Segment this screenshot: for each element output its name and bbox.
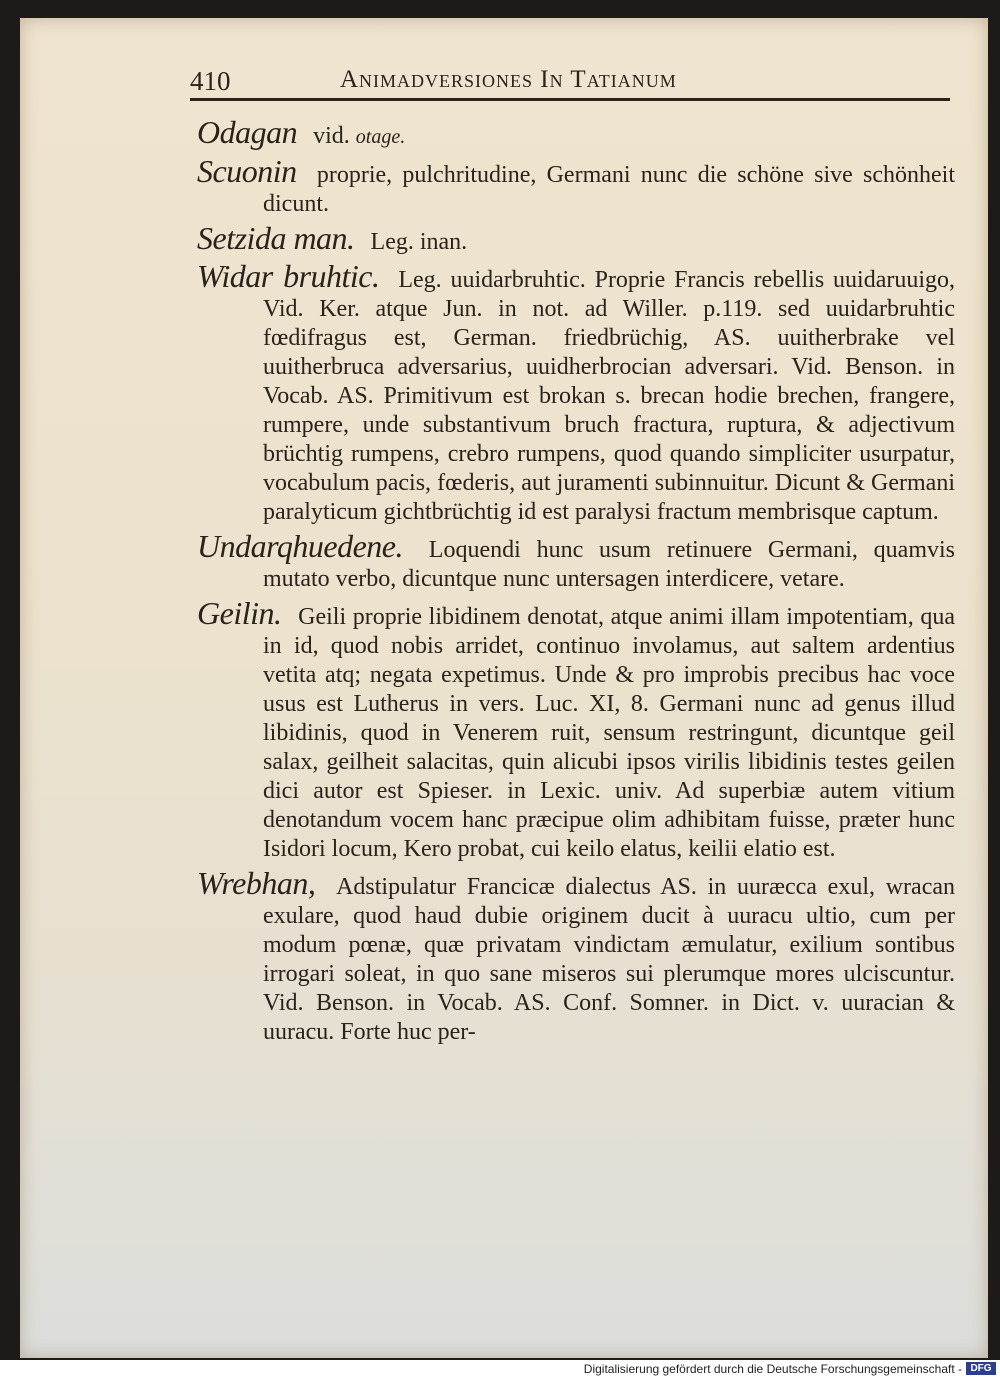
headword: Geilin. bbox=[197, 595, 282, 631]
entry-geilin bbox=[197, 595, 956, 864]
footer-bar bbox=[0, 1360, 1000, 1379]
entry-odagan bbox=[197, 114, 955, 152]
entry-text: vid. bbox=[313, 123, 356, 149]
entry-widar-bruhtic bbox=[197, 258, 955, 527]
headword: Scuonin bbox=[197, 153, 297, 189]
entry-italic: otage. bbox=[355, 126, 406, 148]
headword: Setzida man. bbox=[197, 220, 355, 256]
entry-scuonin bbox=[197, 153, 956, 219]
header-rule bbox=[190, 98, 950, 101]
entry-text: proprie, pulchritudine, Germani nunc die schöne sive schönheit dicunt. bbox=[263, 162, 956, 217]
running-title: Animadversiones In Tatianum bbox=[340, 66, 677, 93]
headword: Widar bruhtic. bbox=[197, 258, 380, 294]
headword: Wrebhan, bbox=[197, 865, 316, 901]
entry-text: Leg. uuidarbruhtic. Proprie Francis rebellis uuidaruuigo, Vid. Ker. atque Jun. in not. ad Willer. p.119. sed uuidarbruhtic fœdifragus est, German. friedbrüchig, AS. uuitherbrake vel uuitherbruca adversarius, uuidherbrocian adversari. Vid. Benson. in Vocab. AS. Primitivum est brokan s. brecan hodie brechen, frangere, rumpere, unde substantivum bruch fractura, ruptura, & adjectivum brüchtig rumpens, crebro rumpens, quod quando simpliciter usurpatur, vocabulum pacis, fœderis, aut juramenti subinnuitur. Dicunt & Germani paralyticum gichtbrüchtig id est paralysi fractum membrisque captum. bbox=[263, 267, 955, 525]
entry-wrebhan bbox=[197, 865, 956, 1047]
headword: Odagan bbox=[197, 114, 298, 150]
headword: Undarqhuedene. bbox=[197, 528, 403, 564]
entry-text: Loquendi hunc usum retinuere Germani, quamvis mutato verbo, dicuntque nunc untersagen interdicere, vetare. bbox=[263, 537, 956, 592]
running-head bbox=[190, 58, 950, 98]
page-number: 410 bbox=[190, 66, 231, 96]
entry-setzida-man bbox=[197, 220, 955, 257]
dfg-logo-icon: DFG bbox=[966, 1362, 996, 1375]
funding-credit: Digitalisierung gefördert durch die Deutsche Forschungsgemeinschaft - bbox=[583, 1362, 962, 1376]
entry-text: Adstipulatur Francicæ dialectus AS. in uuræcca exul, wracan exulare, quod haud dubie originem ducit à uuracu ultio, cum per modum pœnæ, quæ privatam vindictam æmulatur, exilium sontibus irrogari soleat, in quo sane miseros sui plerumque mores ulciscuntur. Vid. Benson. in Vocab. AS. Conf. Somner. in Dict. v. uuracian & uuracu. Forte huc per- bbox=[263, 874, 956, 1045]
glossary-body bbox=[197, 114, 956, 1052]
entry-text: Leg. inan. bbox=[370, 229, 468, 255]
entry-undarqhuedene bbox=[197, 528, 956, 594]
entry-text: Geili proprie libidinem denotat, atque animi illam impotentiam, qua in id, quod nobis arridet, continuo involamus, aut saltem ardentius vetita atq; negata expetimus. Unde & pro improbis precibus hac voce usus est Lutherus in vers. Luc. XI, 8. Germani nunc ad genus illud libidinis, quod in Venerem ruit, sensum restringunt, dicuntque geil salax, geilheit salacitas, quin alicubi ipsos virilis libidinis testes geilen dici autor est Spieser. in Lexic. univ. Ad superbiæ autem vitium denotandum vocem hanc præcipue olim adhibitam fuisse, præter hunc Isidori locum, Kero probat, cui keilo elatus, keilii elatio est. bbox=[263, 604, 956, 862]
